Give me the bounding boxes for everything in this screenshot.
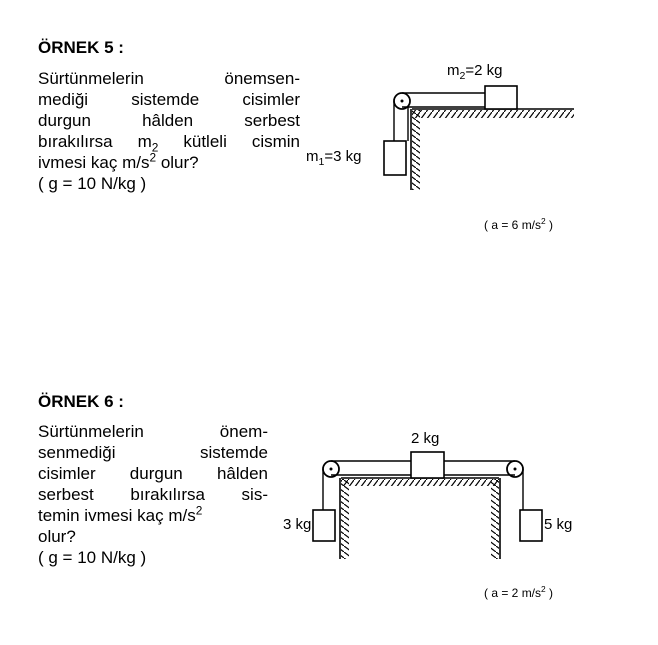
- m2-label: [447, 62, 503, 82]
- pulley-right-axle-6: [514, 468, 517, 471]
- pulley-axle-5: [401, 100, 404, 103]
- answer-text: ): [545, 218, 554, 232]
- answer-text: ( a = 6 m/s: [484, 218, 542, 232]
- question-text: olur?: [156, 153, 199, 172]
- diagram-6: [313, 452, 542, 559]
- question-line: ( g = 10 N/kg ): [38, 548, 147, 567]
- label-text: =3 kg: [324, 148, 362, 165]
- question-text: bırakılırsa m: [38, 132, 152, 151]
- label-text: m: [306, 148, 319, 165]
- question-line: [38, 131, 300, 155]
- question-line: [38, 505, 268, 526]
- question-line: [38, 152, 300, 173]
- example-6-title: ÖRNEK 6 :: [38, 392, 124, 411]
- block-2kg: [411, 452, 444, 478]
- label-text: =2 kg: [465, 62, 503, 79]
- question-line: mediği sistemde cisimler: [38, 90, 300, 109]
- question-line: serbest bırakılırsa sis-: [38, 485, 268, 504]
- label-text: m: [447, 62, 460, 79]
- question-text: kütleli cismin: [158, 132, 300, 151]
- top-mass-label: 2 kg: [411, 430, 440, 447]
- example-5-answer: [484, 218, 553, 232]
- table-top-hatch-5: [412, 110, 574, 118]
- superscript: 2: [149, 150, 157, 165]
- example-6-answer: [484, 586, 553, 600]
- table-left-leg-hatch-6: [341, 479, 349, 559]
- diagram-5: [384, 86, 574, 190]
- example-6-question: [38, 421, 268, 568]
- question-line: ( g = 10 N/kg ): [38, 174, 147, 193]
- subscript: 2: [151, 140, 159, 155]
- table-right-leg-hatch-6: [491, 479, 499, 559]
- question-line: cisimler durgun hâlden: [38, 464, 268, 483]
- m1-label: [306, 148, 362, 168]
- question-line: olur?: [38, 527, 76, 546]
- table-top-hatch-6: [341, 479, 499, 486]
- example-5-question: [38, 68, 300, 194]
- block-m2: [485, 86, 517, 109]
- question-line: Sürtünmelerin önemsen-: [38, 69, 300, 88]
- block-m1: [384, 141, 406, 175]
- answer-text: ): [545, 586, 554, 600]
- question-line: durgun hâlden serbest: [38, 111, 300, 130]
- table-side-hatch-5: [412, 110, 420, 190]
- pulley-left-axle-6: [330, 468, 333, 471]
- question-line: Sürtünmelerin önem-: [38, 422, 268, 441]
- superscript: 2: [541, 584, 546, 594]
- block-3kg: [313, 510, 335, 541]
- block-5kg: [520, 510, 542, 541]
- superscript: 2: [541, 216, 546, 226]
- left-mass-label: 3 kg: [283, 516, 312, 533]
- superscript: 2: [195, 503, 203, 518]
- question-text: ivmesi kaç m/s: [38, 153, 150, 172]
- answer-text: ( a = 2 m/s: [484, 586, 542, 600]
- right-mass-label: 5 kg: [544, 516, 573, 533]
- subscript: 2: [459, 70, 466, 82]
- subscript: 1: [318, 156, 325, 168]
- example-5-title: ÖRNEK 5 :: [38, 38, 124, 57]
- question-text: temin ivmesi kaç m/s: [38, 506, 196, 525]
- question-line: senmediği sistemde: [38, 443, 268, 462]
